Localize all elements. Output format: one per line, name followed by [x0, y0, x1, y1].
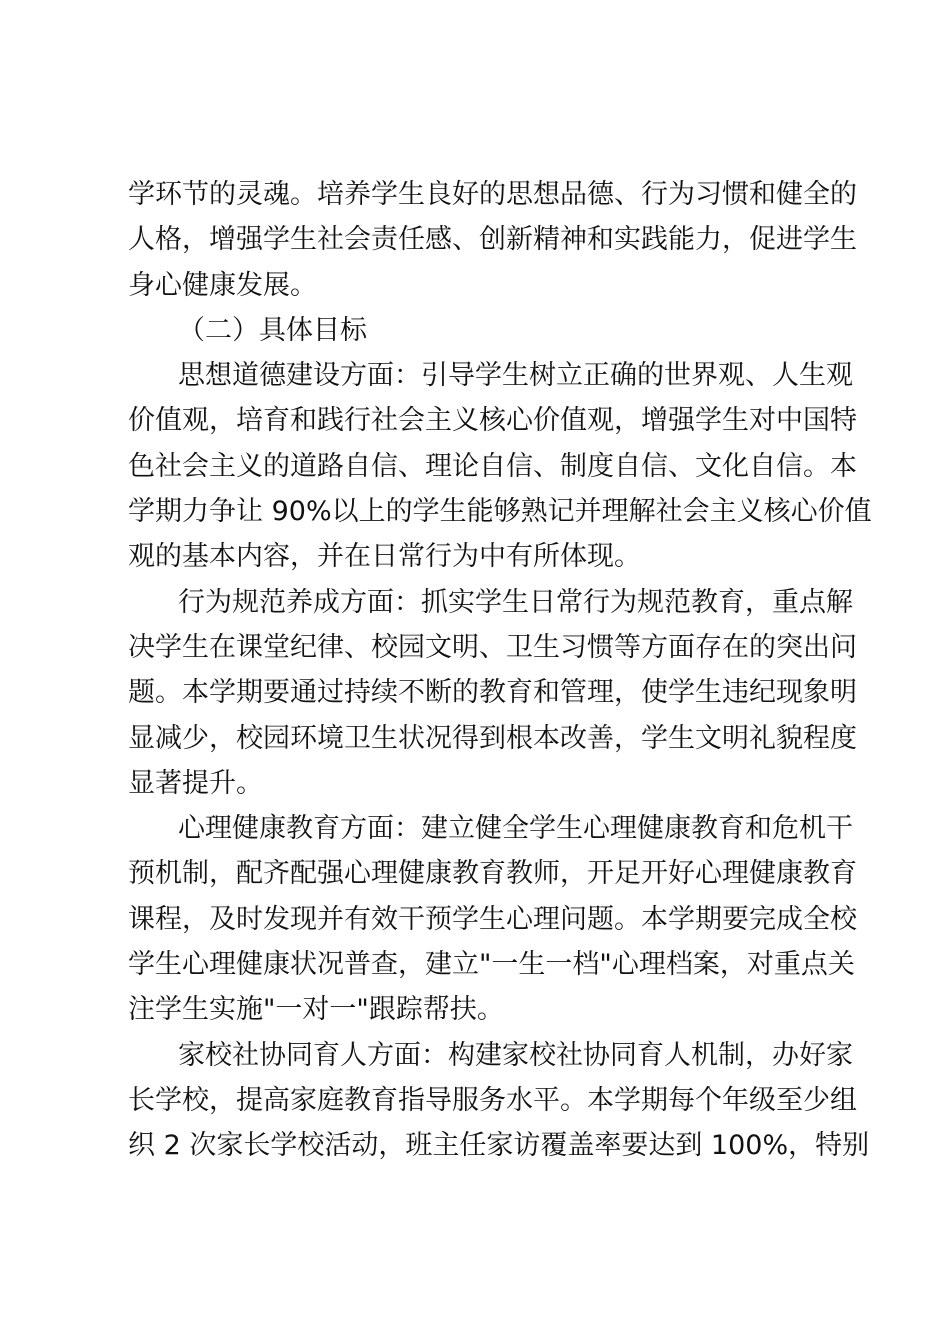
- section-heading: （二）具体目标: [178, 314, 367, 346]
- text-line: 显减少，校园环境卫生状况得到根本改善，学生文明礼貌程度: [128, 722, 857, 754]
- text-line: 身心健康发展。: [128, 269, 317, 301]
- text-line: 题。本学期要通过持续不断的教育和管理，使学生违纪现象明: [128, 677, 857, 709]
- text-line: 显著提升。: [128, 767, 263, 799]
- text-line: 价值观，培育和践行社会主义核心价值观，增强学生对中国特: [128, 405, 857, 437]
- text-line: 注学生实施"一对一"跟踪帮扶。: [128, 994, 504, 1026]
- text-line: 学生心理健康状况普查，建立"一生一档"心理档案，对重点关: [128, 949, 855, 981]
- text-line: 预机制，配齐配强心理健康教育教师，开足开好心理健康教育: [128, 858, 857, 890]
- text-line: 家校社协同育人方面：构建家校社协同育人机制，办好家: [178, 1039, 853, 1071]
- text-line: 心理健康教育方面：建立健全学生心理健康教育和危机干: [178, 813, 853, 845]
- text-line: 决学生在课堂纪律、校园文明、卫生习惯等方面存在的突出问: [128, 631, 857, 663]
- text-line: 观的基本内容，并在日常行为中有所体现。: [128, 541, 641, 573]
- document-body: [128, 172, 872, 1169]
- text-line: 思想道德建设方面：引导学生树立正确的世界观、人生观: [178, 360, 853, 392]
- text-line: 人格，增强学生社会责任感、创新精神和实践能力，促进学生: [128, 224, 857, 256]
- text-line: 织 2 次家长学校活动，班主任家访覆盖率要达到 100%，特别: [128, 1130, 870, 1162]
- text-line: 课程，及时发现并有效干预学生心理问题。本学期要完成全校: [128, 903, 857, 935]
- text-line: 学环节的灵魂。培养学生良好的思想品德、行为习惯和健全的: [128, 179, 857, 210]
- text-line: 长学校，提高家庭教育指导服务水平。本学期每个年级至少组: [128, 1084, 857, 1116]
- text-line: 行为规范养成方面：抓实学生日常行为规范教育，重点解: [178, 586, 853, 618]
- text-line: 学期力争让 90%以上的学生能够熟记并理解社会主义核心价值: [128, 496, 872, 528]
- text-line: 色社会主义的道路自信、理论自信、制度自信、文化自信。本: [128, 450, 857, 482]
